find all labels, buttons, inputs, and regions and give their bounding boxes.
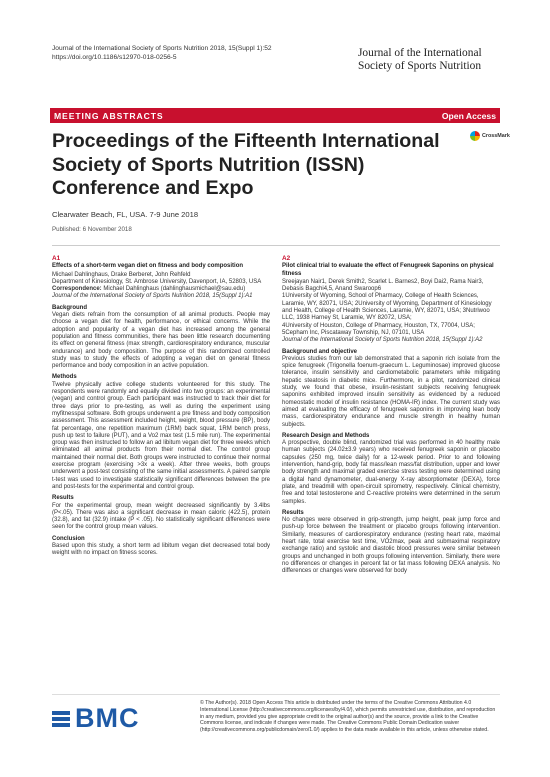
abstract-title: Pilot clinical trial to evaluate the effect of Fenugreek Saponins on physical fitness — [282, 263, 494, 277]
abstract-affiliation: 1University of Wyoming, School of Pharmacy, College of Health Sciences, Laramie, WY, 82071, USA; 2University of Wyoming, Department of Kinesiology and Health, College of Health Sciences, Laramie, WY, 82071, USA; 3Nutriwoo LLC, 1938 Harney St, Laramie, WY 82072, USA; — [282, 293, 492, 322]
abstract-citation: Journal of the International Society of Sports Nutrition 2018, 15(Suppl 1):A2 — [282, 337, 483, 344]
abstract-a1 — [52, 255, 270, 559]
crossmark-label: CrossMark — [482, 133, 510, 139]
abstract-citation: Journal of the International Society of Sports Nutrition 2018, 15(Suppl 1):A1 — [52, 293, 253, 300]
license-text: © The Author(s). 2018 Open Access This article is distributed under the terms of the Creative Commons Attribution 4.0 International License (http://creativecommons.org/licenses/by/4.0/), which permits unrestricted use, distribution, and reproduction in any medium, provided you give appropriate credit to the original author(s) and the source, provide a link to the Creative Commons license, and indicate if changes were made. The Creative Commons Public Domain Dedication waiver (http://creativecommons.org/publicdomain/zero/1.0/) applies to the data made available in this article, unless otherwise stated. — [200, 700, 496, 734]
doi-link[interactable]: https://doi.org/10.1186/s12970-018-0256-5 — [52, 54, 177, 61]
abstract-authors: Michael Dahlinghaus, Drake Berberet, John Rehfeld — [52, 271, 191, 278]
section-heading: Methods — [52, 374, 77, 381]
section-heading: Research Design and Methods — [282, 432, 370, 439]
journal-name: Journal of the International Society of Sports Nutrition — [358, 47, 482, 72]
abstract-title: Effects of a short-term vegan diet on fitness and body composition — [52, 263, 244, 270]
section-heading: Results — [52, 495, 74, 502]
section-text: Previous studies from our lab demonstrated that a saponin rich isolate from the spice fenugreek (Trigonella foenum-graecum L. Leguminosae) improved glucose tolerance, insulin sensitivity and cardiometabolic parameters while mitigating hepatic steatosis in diabetic mice. Furthermore, in a pilot, randomized clinical study, we found that obese, insulin-resistant subjects receiving fenugreek saponins exhibited improved insulin sensitivity as evidenced by a reduced homeostatic model of insulin resistance (HOMA-IR) index. The current study was aimed at evaluating the efficacy of fenugreek saponins in improving lean body mass, cardiorespiratory endurance and muscle strength in healthy human subjects. — [282, 355, 500, 428]
venue: Clearwater Beach, FL, USA. 7-9 June 2018 — [52, 210, 199, 219]
abstract-id: A1 — [52, 255, 61, 262]
abstract-id: A2 — [282, 255, 291, 262]
correspondence — [52, 286, 270, 293]
crossmark-icon — [470, 131, 480, 141]
open-access-label: Open Access — [441, 110, 496, 121]
banner-label: MEETING ABSTRACTS — [54, 110, 164, 121]
section-text: Twelve physically active college students volunteered for this study. The respondents were randomly and equally divided into two groups: an experimental (vegan) and control group. Each participant was instructed to track their diet for three days prior to pre-testing, as well as during the experiment using myfitnesspal software. Both groups underwent a pre fitness and body composition assessment. This assessment included height, weight, blood pressure (BP), body fat percentage, one repetition maximum (1RM) back squat, 1RM bench press, push up test to failure (PUT), and a Vo2 max test (1.5 mile run). The experimental group was then instructed to follow an ad libitum vegan diet for three weeks which eliminated all animal products from their normal diet. The control group maintained their normal diet. Both groups were instructed to continue their normal exercise program (exercising >3x a week). After three weeks, both groups underwent a post-test consisting of the same initial assessments. A paired sample t-test was used to investigate statistically significant differences between the pre and post-tests for the experimental and control group. — [52, 381, 270, 490]
publisher-name: BMC — [75, 703, 140, 733]
section-text: No changes were observed in grip-strength, jump height, peak jump force and push-up force between the treatment or placebo groups following intervention. Similarly, measures of cardiorespiratory endurance (resting heart rate, maximal heart rate, total exercise test time, VO2max, peak and submaximal respiratory exchange ratio) and systolic and diastolic blood pressures were similar between groups and unchanged in both groups following intervention. Similarly, there were no differences or changes in percent fat or fat mass following DEXA analysis. No differences or changes were observed for body — [282, 517, 500, 575]
section-heading: Background and objective — [282, 348, 358, 355]
abstract-affiliation: Department of Kinesiology, St. Ambrose University, Davenport, IA, 52803, USA — [52, 278, 262, 285]
citation-header — [52, 44, 292, 62]
citation-line: Journal of the International Society of Sports Nutrition 2018, 15(Suppl 1):52 — [52, 45, 272, 52]
footer-divider — [52, 694, 500, 695]
section-text: A prospective, double blind, randomized trial was performed in 40 healthy male human subjects (24.02±3.9 years) who received fenugreek saponin or placebo capsules (250 mg, twice daily) for a 12-week period. Prior to and following intervention, hand-grip, body fat mass/lean mass/fat distribution, upper and lower body strength and maximal graded exercise stress testing were determined using a digital hand dynamometer, dual-energy X-ray absorptiometer (DEXA), force plate, and treadmill with open-circuit spirometry, respectively. Clinical chemistry, free and total testosterone and C-reactive proteins were determined in the serum samples. — [282, 440, 500, 505]
publisher-logo[interactable] — [52, 703, 140, 734]
crossmark-badge[interactable] — [470, 131, 510, 141]
divider — [52, 245, 500, 246]
section-text: Based upon this study, a short term ad libitum vegan diet decreased total body weight with no impact on fitness scores. — [52, 542, 270, 557]
section-text: For the experimental group, mean weight decreased significantly by 3.4lbs (P<.05). There was also a significant decrease in mean caloric (422.5), protein (32.8), and fat (32.9) intake (P < .05). No statistically significant differences were seen for the control group mean values. — [52, 502, 270, 531]
bmc-bars-icon — [52, 711, 70, 727]
section-banner — [50, 108, 500, 123]
section-heading: Background — [52, 304, 88, 311]
abstract-authors: Sreejayan Nair1, Derek Smith2, Scarlet L. Barnes2, Boyi Dai2, Rama Nair3, Debasis Bagchi4,5, Anand Swaroop6 — [282, 278, 484, 293]
published-date: Published: 6 November 2018 — [52, 226, 132, 233]
section-text: Vegan diets refrain from the consumption of all animal products. People may choose a vegan diet for health, performance, or ethical concerns. While the adoption and popularity of a vegan diet has increased among the general population and fitness communities, there has been little research documenting its effect on general fitness (max strength, cardiorespiratory endurance, muscular endurance) and body composition. The purpose of this randomized controlled study was to study the effects of adopting a vegan diet on general fitness performance and body composition in an active population. — [52, 312, 270, 370]
correspondence-email[interactable]: Michael Dahlinghaus (dahlinghausmichael@sau.edu) — [103, 286, 246, 293]
section-heading: Conclusion — [52, 535, 85, 542]
abstract-affiliation: 4University of Houston, College of Pharmacy, Houston, TX, 77004, USA; 5Cepham Inc, Piscataway Township, NJ, 07101, USA — [282, 322, 475, 336]
section-heading: Results — [282, 509, 304, 516]
page-title: Proceedings of the Fifteenth International Society of Sports Nutrition (ISSN) Conference and Expo — [52, 130, 440, 199]
correspondence-label: Correspondence: — [52, 286, 102, 293]
abstract-a2 — [282, 255, 500, 576]
